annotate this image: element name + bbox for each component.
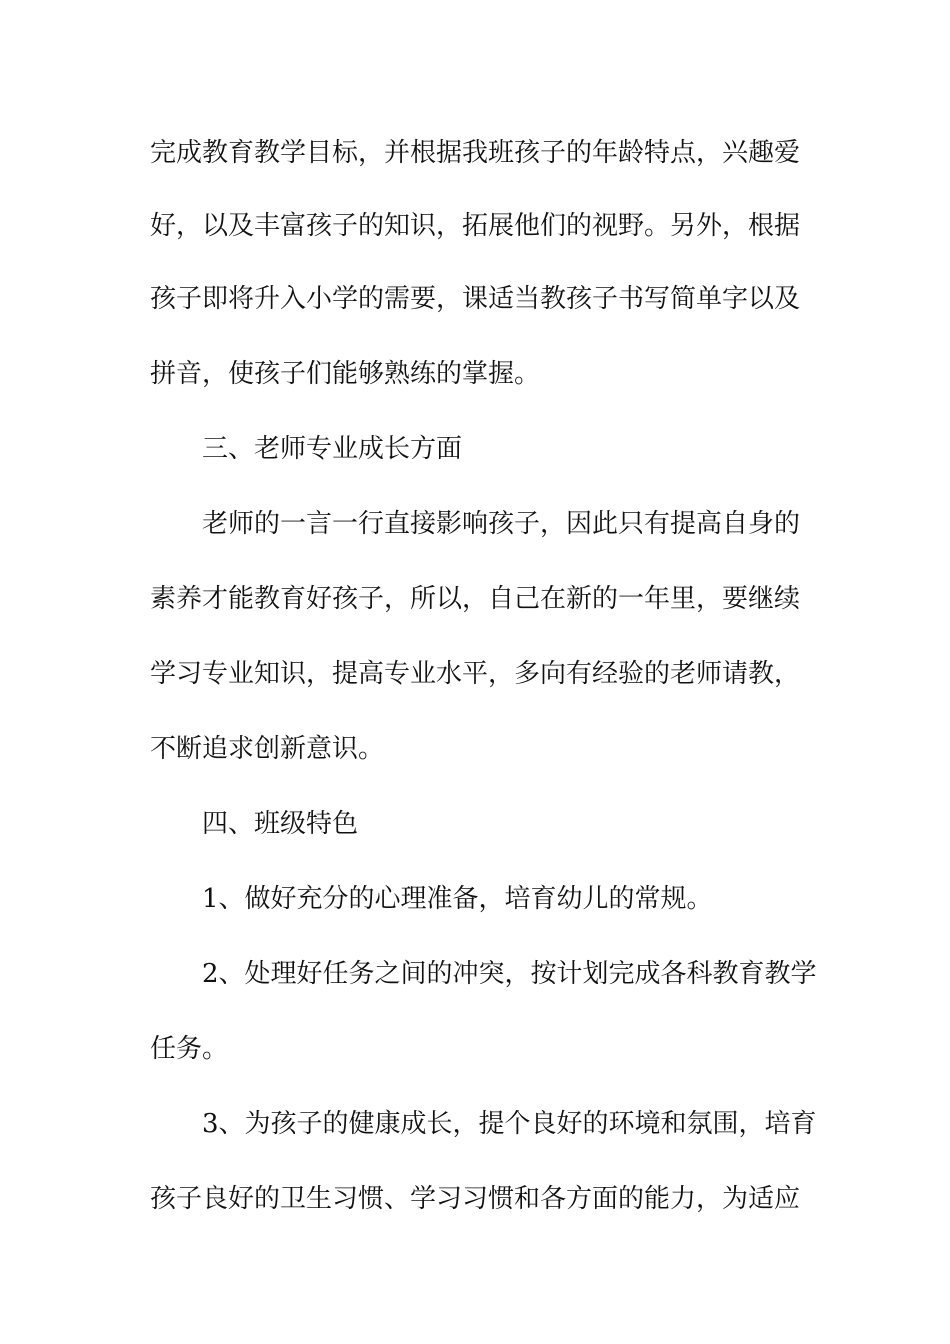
paragraph-line: 不断追求创新意识。	[150, 734, 385, 764]
paragraph-line: 老师的一言一行直接影响孩子，因此只有提高自身的	[202, 509, 801, 539]
paragraph-line: 素养才能教育好孩子，所以，自己在新的一年里，要继续	[150, 584, 801, 614]
list-item: 3、为孩子的健康成长，提个良好的环境和氛围，培育	[202, 1109, 817, 1139]
paragraph-line: 孩子良好的卫生习惯、学习习惯和各方面的能力，为适应	[150, 1184, 801, 1214]
paragraph-line: 完成教育教学目标，并根据我班孩子的年龄特点，兴趣爱	[150, 138, 801, 168]
paragraph-line: 好，以及丰富孩子的知识，拓展他们的视野。另外，根据	[150, 211, 801, 241]
list-item: 1、做好充分的心理准备，培育幼儿的常规。	[202, 884, 713, 914]
paragraph-line: 学习专业知识，提高专业水平，多向有经验的老师请教，	[150, 659, 801, 689]
list-item: 2、处理好任务之间的冲突，按计划完成各科教育教学	[202, 959, 817, 989]
section-heading: 四、班级特色	[202, 809, 359, 839]
section-heading: 三、老师专业成长方面	[202, 434, 463, 464]
paragraph-line: 任务。	[150, 1034, 229, 1064]
paragraph-line: 孩子即将升入小学的需要，课适当教孩子书写简单字以及	[150, 284, 801, 314]
paragraph-line: 拼音，使孩子们能够熟练的掌握。	[150, 359, 541, 389]
